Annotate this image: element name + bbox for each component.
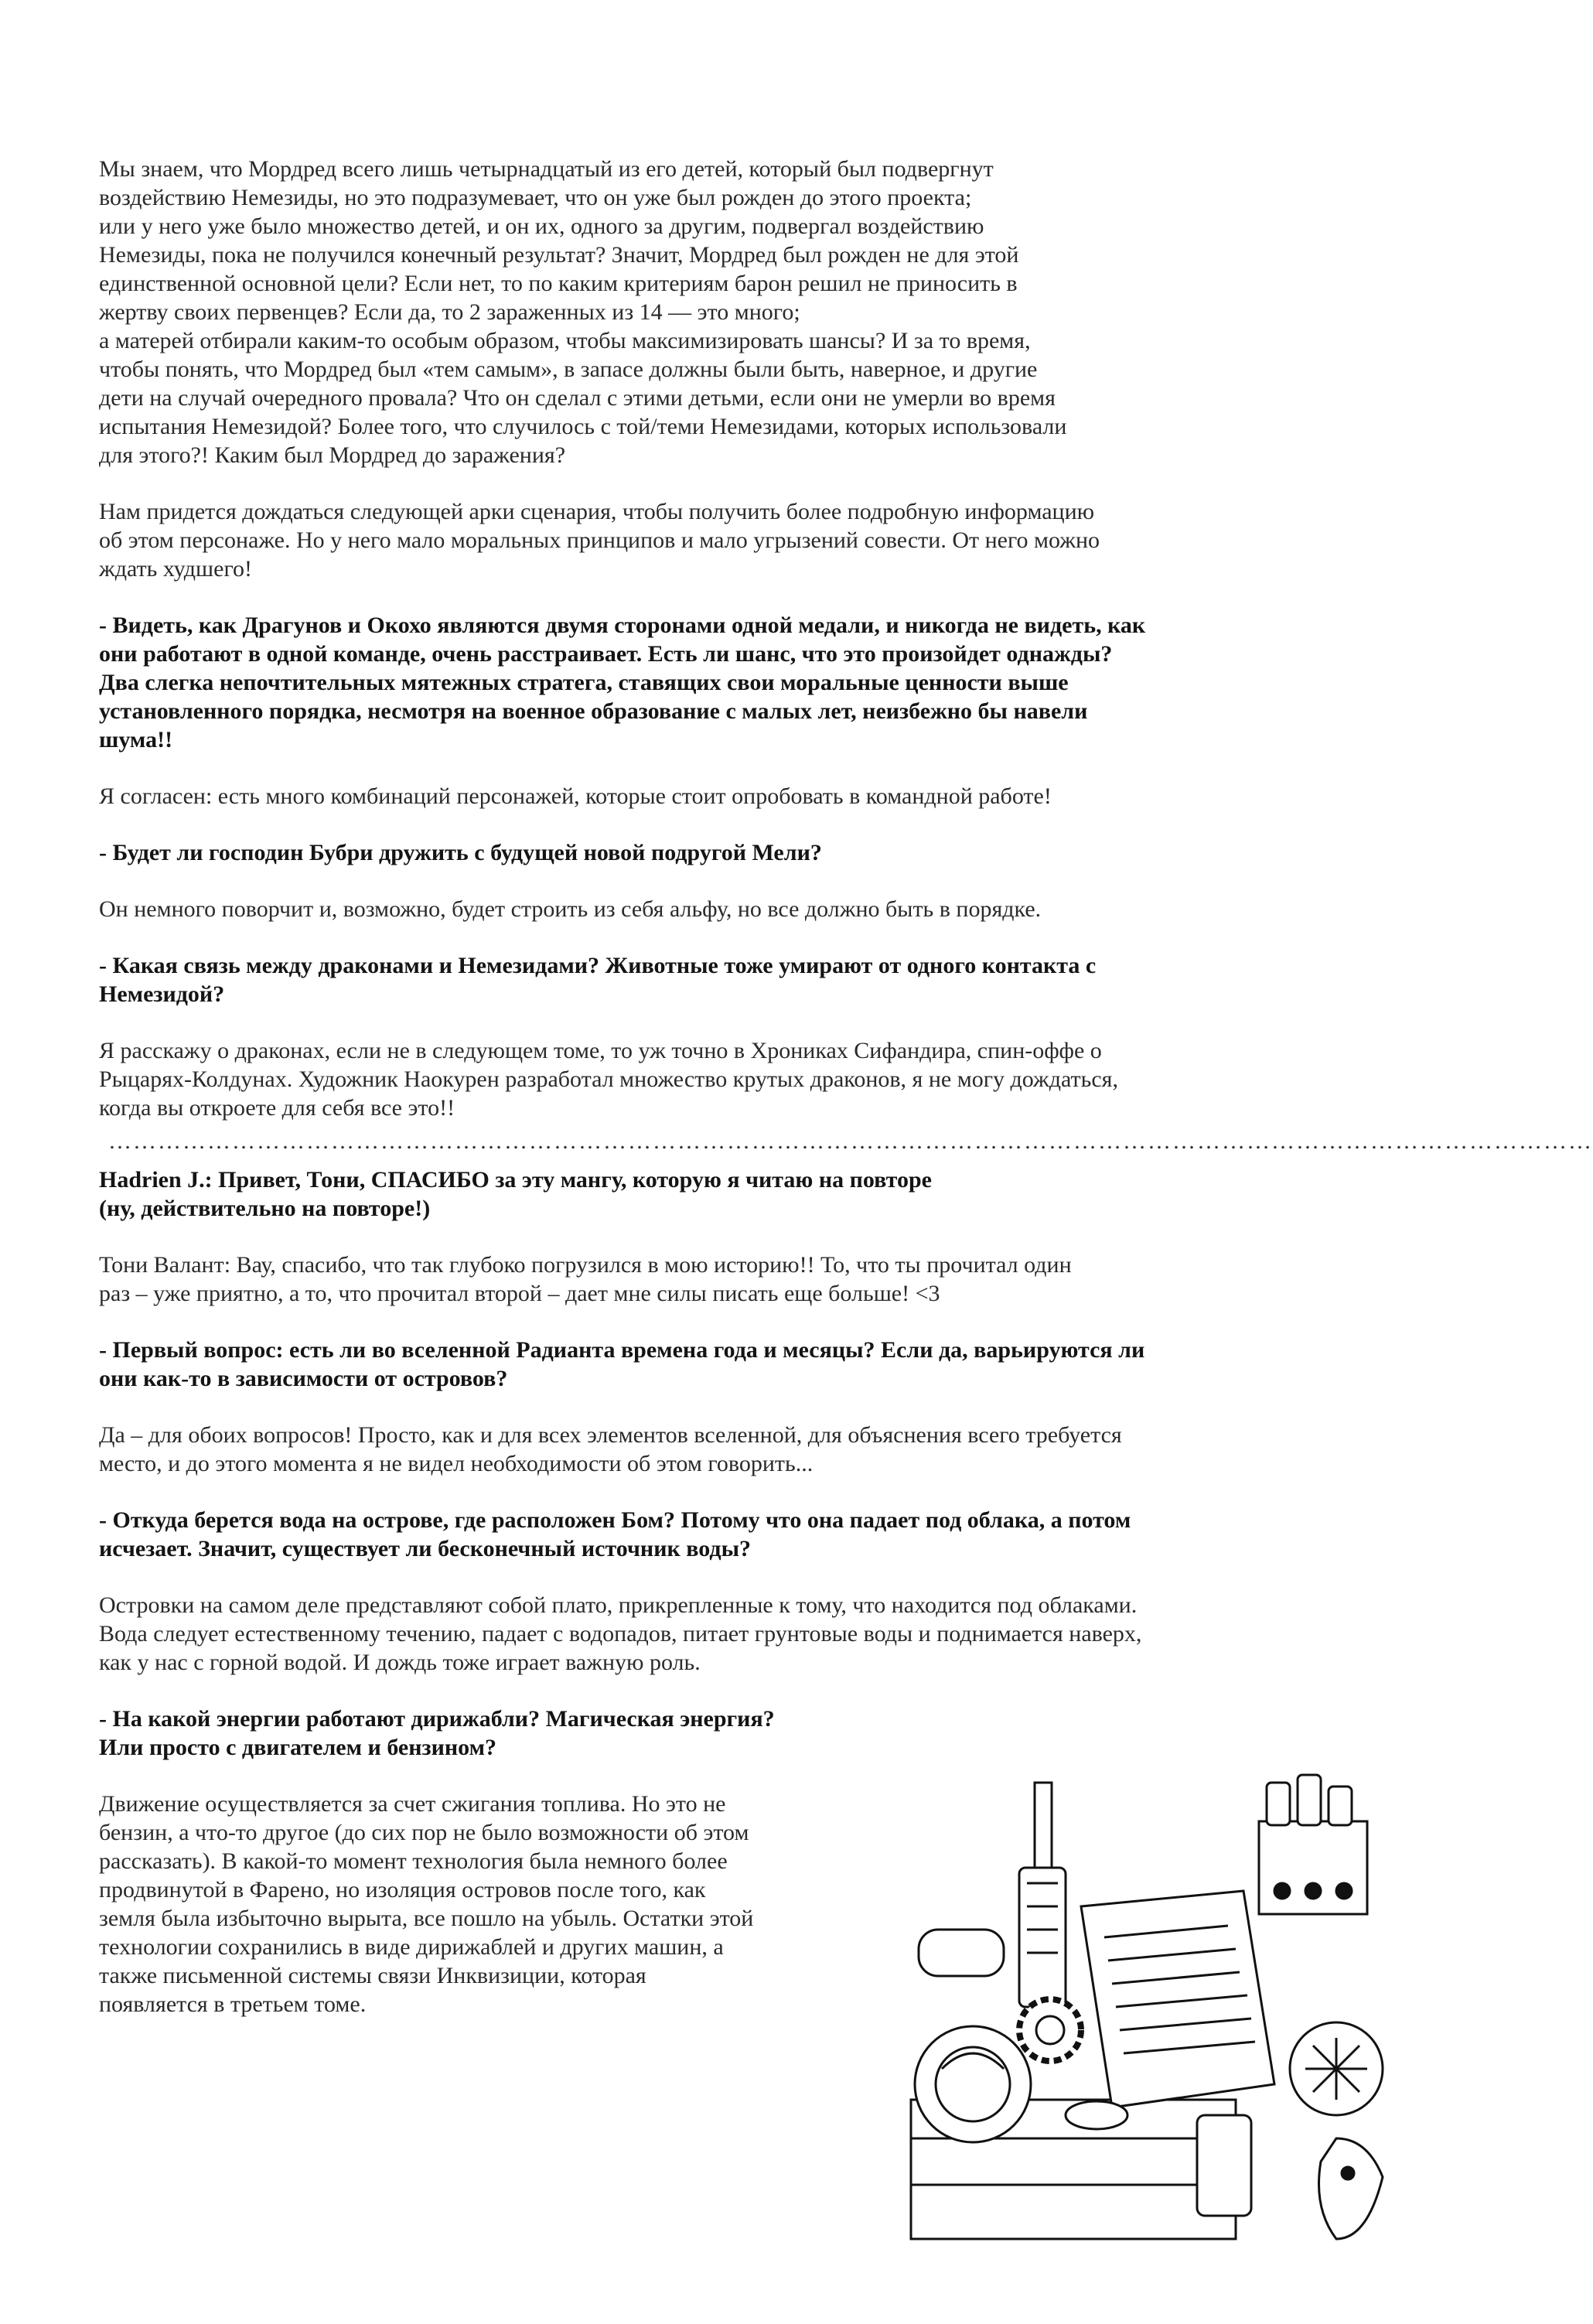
question-paragraph: - На какой энергии работают дирижабли? Магическая энергия? Или просто с двигателем и бензином? (99, 1706, 775, 1760)
answer-paragraph: Островки на самом деле представляют собой плато, прикрепленные к тому, что находится под облаками. Вода следует естественному течению, падает с водопадов, питает грунтовые воды и поднимается наверх, как у нас с горной водой. И дождь тоже играет важную роль. (99, 1592, 1142, 1675)
answer-paragraph: Движение осуществляется за счет сжигания топлива. Но это не бензин, а что-то другое (до сих пор не было возможности об этом рассказать). В какой-то момент технология была немного более продвинутой в Фарено, но изоляция островов после того, как земля была избыточно вырыта, все пошло на убыль. Остатки этой технологии сохранились в виде дирижаблей и других машин, а также письменной системы связи Инквизиции, которая появляется в третьем томе. (99, 1791, 754, 2017)
question-paragraph: - Откуда берется вода на острове, где расположен Бом? Потому что она падает под облака, а потом исчезает. Значит, существует ли бесконечный источник воды? (99, 1507, 1131, 1561)
question-paragraph: - Первый вопрос: есть ли во вселенной Радианта времена года и месяцы? Если да, варьируются ли они как-то в зависимости от островов? (99, 1337, 1145, 1391)
answer-paragraph: Мы знаем, что Мордред всего лишь четырнадцатый из его детей, который был подвергнут воздействию Немезиды, но это подразумевает, что он уже был рожден до этого проекта; или у него уже было множество детей, и он их, одного за другим, подвергал воздействию Немезиды, пока не получился конечный результат? Значит, Мордред был рожден не для этой единственной основной цели? Если нет, то по каким критериям барон решил не приносить в жертву своих первенцев? Если да, то 2 зараженных из 14 — это много; а матерей отбирали каким-то особым образом, чтобы максимизировать шансы? И за то время, чтобы понять, что Мордред был «тем самым», в запасе должны были быть, наверное, и другие дети на случай очередного провала? Что он сделал с этими детьми, если они не умерли во время испытания Немезидой? Более того, что случилось с той/теми Немезидами, которых использовали для этого?! Каким был Мордред до заражения? (99, 156, 1067, 468)
question-paragraph: - Будет ли господин Бубри дружить с будущей новой подругой Мели? (99, 840, 822, 865)
answer-paragraph: Нам придется дождаться следующей арки сценария, чтобы получить более подробную информацию об этом персонаже. Но у него мало моральных принципов и мало угрызений совести. От него можно ждать худшего! (99, 499, 1100, 582)
page-text (99, 155, 1593, 2046)
answer-paragraph: Я расскажу о драконах, если не в следующем томе, то уж точно в Хрониках Сифандира, спин-оффе о Рыцарях-Колдунах. Художник Наокурен разработал множество крутых драконов, я не могу дождаться, когда вы откроете для себя все это!! (99, 1038, 1118, 1121)
question-paragraph: - Какая связь между драконами и Немезидами? Животные тоже умирают от одного контакта с Немезидой? (99, 953, 1097, 1007)
question-paragraph: Hadrien J.: Привет, Тони, СПАСИБО за эту мангу, которую я читаю на повторе (ну, действительно на повторе!) (99, 1167, 932, 1221)
machinery-illustration (903, 1775, 1398, 2247)
dotted-separator: ……………………………………………………………………………………………………………………………………………………………… (108, 1128, 1593, 1154)
answer-paragraph: Он немного поворчит и, возможно, будет строить из себя альфу, но все должно быть в порядке. (99, 896, 1042, 922)
answer-paragraph: Да – для обоих вопросов! Просто, как и для всех элементов вселенной, для объяснения всего требуется место, и до этого момента я не видел необходимости об этом говорить... (99, 1422, 1122, 1476)
question-paragraph: - Видеть, как Драгунов и Окохо являются двумя сторонами одной медали, и никогда не видеть, как они работают в одной команде, очень расстраивает. Есть ли шанс, что это произойдет однажды? Два слегка непочтительных мятежных стратега, ставящих свои моральные ценности выше установленного порядка, несмотря на военное образование с малых лет, неизбежно бы навели шума!! (99, 613, 1146, 752)
answer-paragraph: Я согласен: есть много комбинаций персонажей, которые стоит опробовать в командной работе! (99, 783, 1052, 809)
answer-paragraph: Тони Валант: Вау, спасибо, что так глубоко погрузился в мою историю!! То, что ты прочитал один раз – уже приятно, а то, что прочитал второй – дает мне силы писать еще больше! <3 (99, 1252, 1072, 1306)
